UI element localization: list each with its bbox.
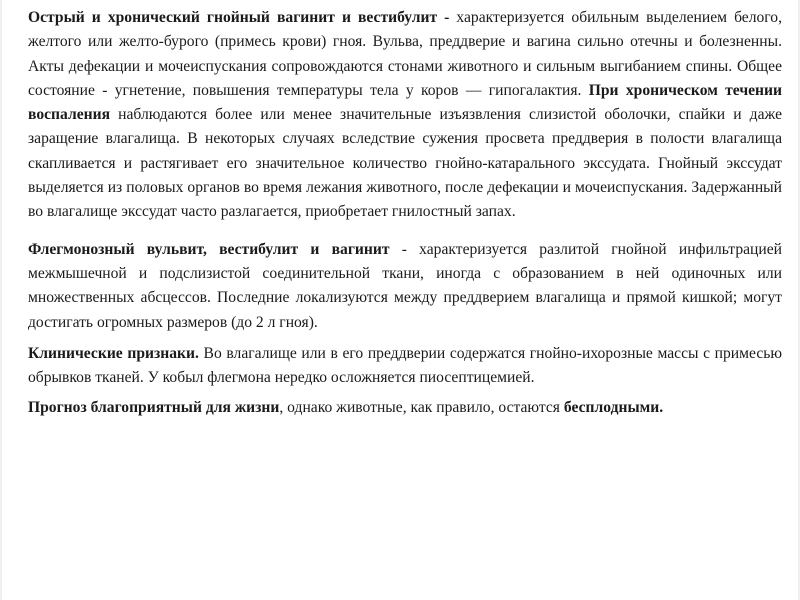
paragraph-subheading: бесплодными.	[563, 399, 664, 417]
paragraph-text: - характеризуется разлитой гнойной инфильтрацией межмышечной и подслизистой соединительной ткани, иногда с образованием в ней одиночных или множественных абсцессов. Последние локализуются между преддверием влагалища и прямой кишкой; могут достигать огромных размеров (до 2 л гноя).	[28, 240, 782, 331]
paragraph-phlegmonous	[24, 238, 782, 335]
paragraph-prognosis	[24, 396, 782, 420]
paragraph-heading: Прогноз благоприятный для жизни	[28, 399, 280, 417]
paragraph-subheading: При хроническом течении воспаления	[28, 81, 782, 124]
paragraph-heading: Острый и хронический гнойный вагинит и вестибулит -	[28, 9, 450, 26]
paragraph-text: наблюдаются более или менее значительные изъязвления слизистой оболочки, спайки и даже заращение влагалища. В некоторых случаях вследствие сужения просвета преддверия в полости влагалища скапливается и растягивает его значительное количество гнойно-катарального экссудата. Гнойный экссудат выделяется из половых органов во время лежания животного, после дефекации и мочеиспускания. Задержанный во влагалище экссудат часто разлагается, приобретает гнилостный запах.	[28, 106, 782, 221]
paragraph-clinical-signs	[24, 342, 782, 391]
paragraph-text: Во влагалище или в его преддверии содержатся гнойно-ихорозные массы с примесью обрывков тканей. У кобыл флегмона нередко осложняется пиосептицемией.	[28, 344, 782, 387]
paragraph-text: , однако животные, как правило, остаются	[279, 399, 564, 417]
paragraph-acute-chronic-vaginitis	[24, 0, 782, 225]
paragraph-heading: Клинические признаки.	[28, 344, 199, 362]
paragraph-heading: Флегмонозный вульвит, вестибулит и вагинит	[28, 240, 390, 258]
paragraph-text: характеризуется обильным выделением белого, желтого или желто-бурого (примесь крови) гноя. Вульва, преддверие и вагина сильно отечны и болезненны. Акты дефекации и мочеиспускания сопровождаются стонами животного и сильным выгибанием спины. Общее состояние - угнетение, повышения температуры тела у коров — гипогалактия.	[28, 9, 782, 99]
